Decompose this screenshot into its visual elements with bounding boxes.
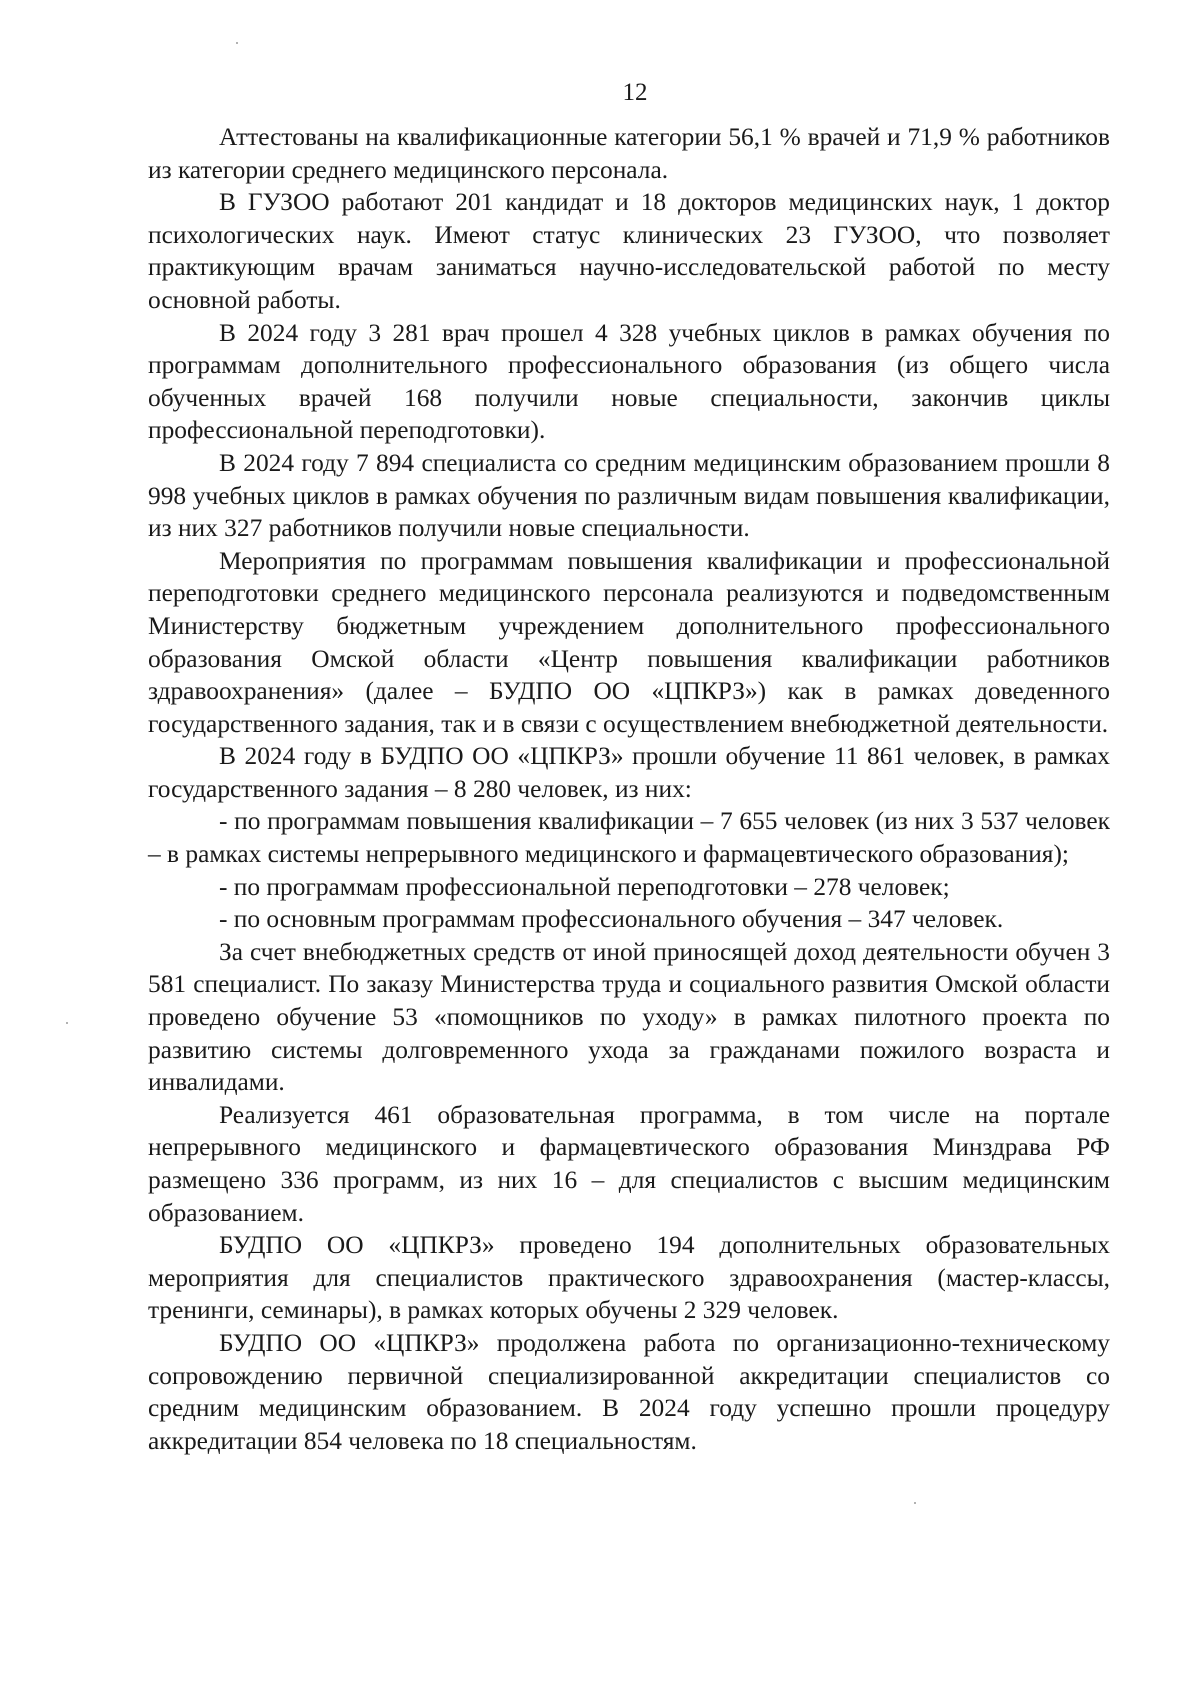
paragraph: За счет внебюджетных средств от иной приносящей доход деятельности обучен 3 581 специалист. По заказу Министерства труда и социального развития Омской области проведено обучение 53 «помощников по уходу» в рамках пилотного проекта по развитию системы долговременного ухода за гражданами пожилого возраста и инвалидами. [148,937,1110,1097]
scan-speck [914,1502,916,1504]
scan-speck [236,42,238,44]
scan-speck [66,1022,68,1024]
paragraph: БУДПО ОО «ЦПКРЗ» продолжена работа по организационно-техническому сопровождению первичной специализированной аккредитации специалистов со средним медицинским образованием. В 2024 году успешно прошли процедуру аккредитации 854 человека по 18 специальностям. [148,1328,1110,1455]
paragraph: В 2024 году 3 281 врач прошел 4 328 учебных циклов в рамках обучения по программам дополнительного профессионального образования (из общего числа обученных врачей 168 получили новые специальности, закончив циклы профессиональной переподготовки). [148,318,1110,445]
paragraph: В 2024 году в БУДПО ОО «ЦПКРЗ» прошли обучение 11 861 человек, в рамках государственного задания – 8 280 человек, из них: [148,742,1110,803]
paragraph: В ГУЗОО работают 201 кандидат и 18 докторов медицинских наук, 1 доктор психологических наук. Имеют статус клинических 23 ГУЗОО, что позволяет практикующим врачам заниматься научно-исследовательской работой по месту основной работы. [148,188,1110,314]
paragraph: Реализуется 461 образовательная программа, в том числе на портале непрерывного медицинского и фармацевтического образования Минздрава РФ размещено 336 программ, из них 16 – для специалистов с высшим медицинским образованием. [148,1100,1110,1227]
body-text [148,121,1110,1457]
paragraph: БУДПО ОО «ЦПКРЗ» проведено 194 дополнительных образовательных мероприятия для специалистов практического здравоохранения (мастер-классы, тренинги, семинары), в рамках которых обучены 2 329 человек. [148,1231,1110,1325]
page-number: 12 [622,79,648,106]
list-item: - по программам профессиональной переподготовки – 278 человек; [219,872,950,901]
list-item: - по программам повышения квалификации – 7 655 человек (из них 3 537 человек – в рамках системы непрерывного медицинского и фармацевтического образования); [148,807,1110,869]
paragraph: В 2024 году 7 894 специалиста со средним медицинским образованием прошли 8 998 учебных циклов в рамках обучения по различным видам повышения квалификации, из них 327 работников получили новые специальности. [148,448,1110,543]
list-item: - по основным программам профессионального обучения – 347 человек. [219,905,1004,934]
paragraph: Аттестованы на квалификационные категории 56,1 % врачей и 71,9 % работников из категории среднего медицинского персонала. [148,123,1110,184]
paragraph: Мероприятия по программам повышения квалификации и профессиональной переподготовки среднего медицинского персонала реализуются и подведомственным Министерству бюджетным учреждением дополнительного профессионального образования Омской области «Центр повышения квалификации работников здравоохранения» (далее – БУДПО ОО «ЦПКРЗ») как в рамках доведенного государственного задания, так и в связи с осуществлением внебюджетной деятельности. [148,546,1110,738]
